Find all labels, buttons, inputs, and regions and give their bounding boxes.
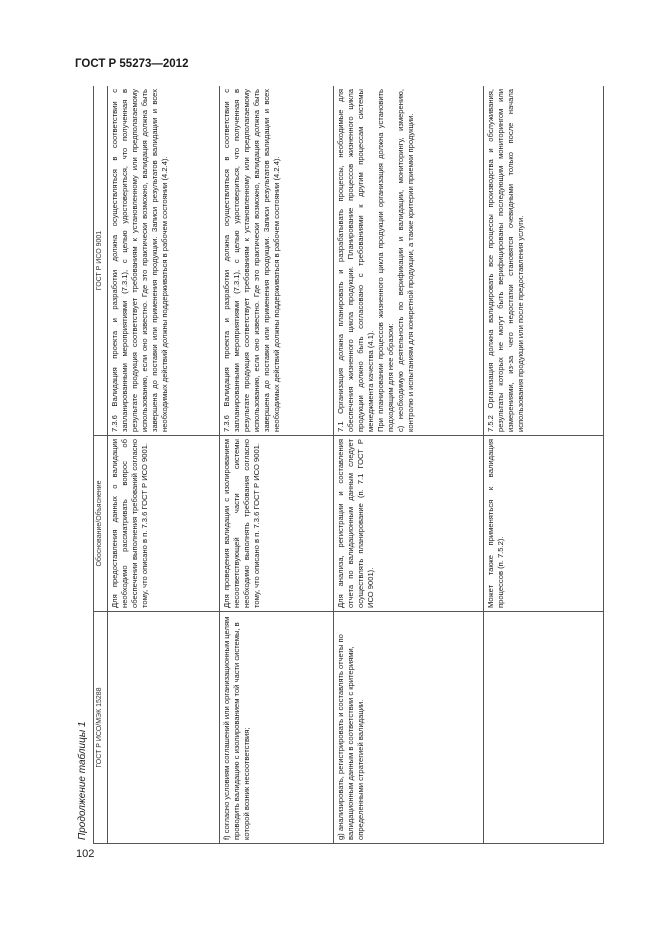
comparison-table bbox=[93, 86, 604, 844]
column-header-gost-15288: ГОСТ Р ИСО/МЭК 15288 bbox=[94, 612, 108, 844]
cell-gost-15288: f) согласно условиям соглашений или организационным целям проводить валидацию с изолированием той части системы, в которой возник несоответствия; bbox=[220, 612, 334, 844]
cell-paragraph: При планировании процессов жизненного цикла продукции организация должна установить подходящим для нее образом: bbox=[375, 89, 395, 432]
cell-rationale: Для анализа, регистрации и составления отчета по валидационным данным следует осуществлять планирование (п. 7.1 ГОСТ Р ИСО 9001). bbox=[334, 436, 484, 612]
column-header-gost-9001: ГОСТ Р ИСО 9001 bbox=[94, 86, 108, 436]
cell-rationale: Для предоставления данных о валидации необходимо рассматривать вопрос об обеспечении выполнения требований согласно тому, что описано в п. 7.3.6 ГОСТ Р ИСО 9001. bbox=[108, 436, 220, 612]
cell-gost-15288 bbox=[108, 612, 220, 844]
cell-gost-9001 bbox=[334, 86, 484, 436]
table-row bbox=[108, 86, 220, 844]
table-row bbox=[484, 86, 604, 844]
table-caption: Продолжение таблицы 1 bbox=[77, 721, 88, 840]
document-title: ГОСТ Р 55273—2012 bbox=[75, 58, 189, 70]
cell-gost-15288: g) анализировать, регистрировать и составлять отчеты по валидационным данным в соответствии с критериями, определенными стратегией валидации. bbox=[334, 612, 484, 844]
page-number: 102 bbox=[76, 848, 95, 860]
cell-rationale: Может также применяться к валидация процессов (п. 7.5.2). bbox=[484, 436, 604, 612]
column-header-rationale: Обоснование/Объяснение bbox=[94, 436, 108, 612]
table-row bbox=[220, 86, 334, 844]
table-caption-wrap bbox=[76, 716, 90, 840]
table-header-row bbox=[94, 86, 108, 844]
table-row bbox=[334, 86, 484, 844]
cell-gost-9001 bbox=[108, 86, 220, 436]
cell-paragraph: 7.5.2 Организация должна валидировать все процессы производства и обслуживания, результаты которых не могут быть верифицированы последующим мониторингом или измерениями, из-за чего недостатки становятся очевидными только после начала использования продукции или после предоставления услуги. bbox=[486, 89, 525, 432]
cell-paragraph: 7.3.6 Валидация проекта и разработки должна осуществляться в соответствии с запланированными мероприятиями (7.3.1), с целью удостовериться, что полученная в результате продукция соответствует требованиям к установленному или предполагаемому использованию, если оно известно. Где это практически возможно, валидация должна быть завершена до поставки или применения продукции. Записи результатов валидации и всех необходимых действий должны поддерживаться в рабочем состоянии (4.2.4). bbox=[110, 89, 169, 432]
cell-gost-9001 bbox=[220, 86, 334, 436]
table-frame bbox=[93, 86, 608, 844]
cell-paragraph: с) необходимую деятельность по верификации и валидации, мониторингу, измерению, контролю и испытаниям для конкретной продукции, а также критерии приемки продукции. bbox=[395, 89, 415, 432]
cell-rationale: Для проведения валидации с изолированием несоответствующей части системы необходимо выполнять требования согласно тому, что описано в п. 7.3.6 ГОСТ Р ИСО 9001. bbox=[220, 436, 334, 612]
cell-gost-15288 bbox=[484, 612, 604, 844]
cell-paragraph: 7.3.6 Валидация проекта и разработки должна осуществляться в соответствии с запланированными мероприятиями (7.3.1), с целью удостовериться, что полученная в результате продукция соответствует требованиям к установленному или предполагаемому использованию, если оно известно. Где это практически возможно, валидация должна быть завершена до поставки или применения продукции. Записи результатов валидации и всех необходимых действий должны поддерживаться в рабочем состоянии (4.2.4). bbox=[222, 89, 281, 432]
rotated-table-container bbox=[93, 86, 608, 844]
cell-paragraph: 7.1 Организация должна планировать и разрабатывать процессы, необходимые для обеспечения жизненного цикла продукции. Планирование процессов жизненного цикла продукции должно быть согласовано с требованиями к другим процессам системы менеджмента качества (4.1). bbox=[336, 89, 375, 432]
cell-gost-9001 bbox=[484, 86, 604, 436]
